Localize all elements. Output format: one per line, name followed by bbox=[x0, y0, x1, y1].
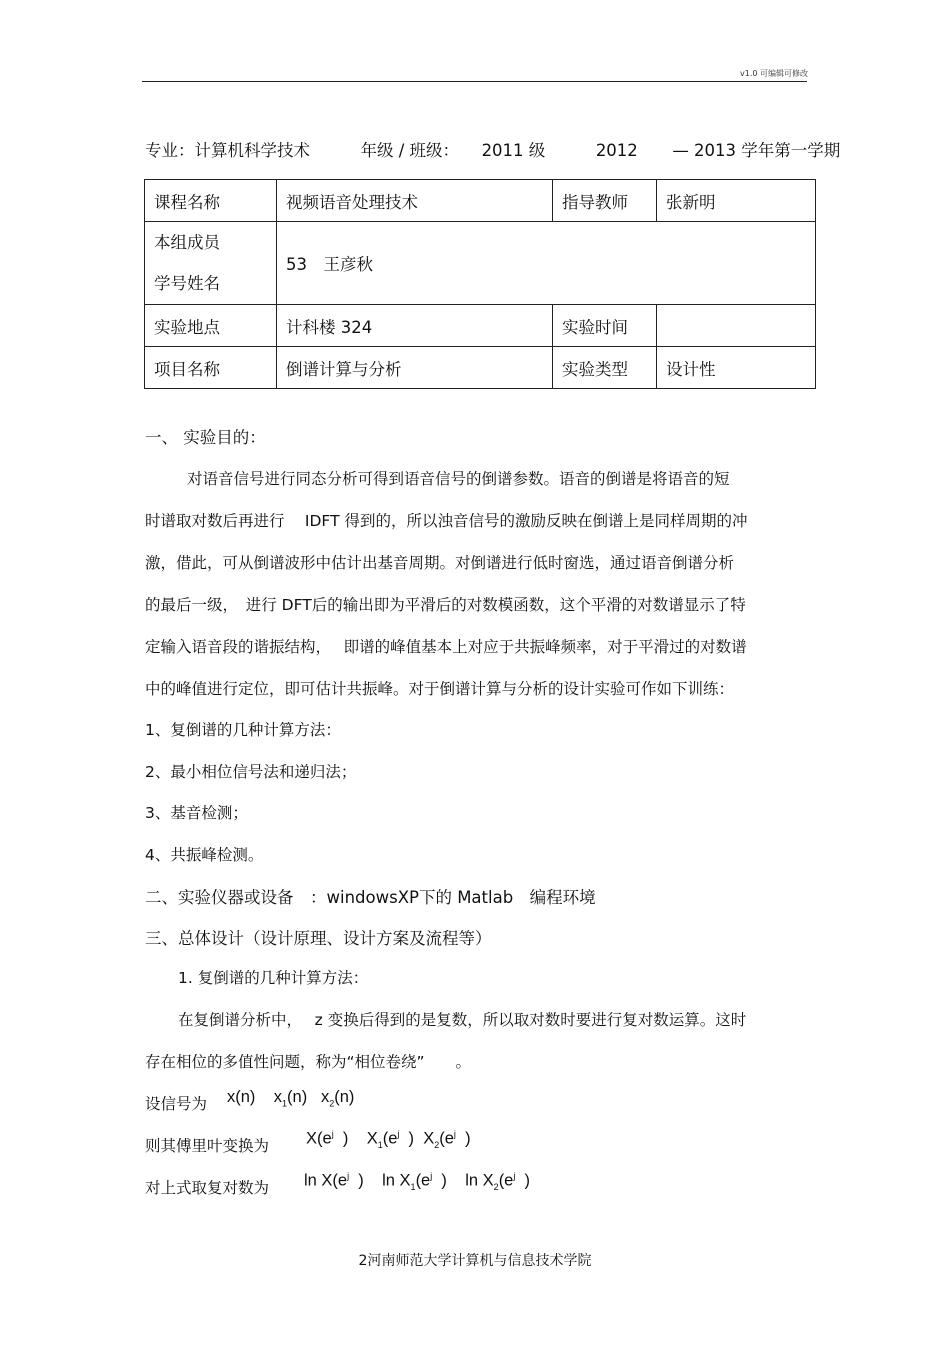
members-label bbox=[145, 222, 277, 305]
header-rule bbox=[142, 81, 807, 82]
header-version: v1.0 可编辑可修改 bbox=[740, 69, 808, 78]
section-3-title: 三、总体设计（设计原理、设计方案及流程等） bbox=[145, 929, 492, 948]
teacher-value: 张新明 bbox=[657, 180, 816, 222]
formula-3-label: 对上式取复对数为 bbox=[145, 1179, 270, 1197]
section-1-paragraph-line-3: 激，借此，可从倒谱波形中估计出基音周期。对倒谱进行低时窗选，通过语音倒谱分析 bbox=[145, 554, 735, 572]
page-footer: 2河南师范大学计算机与信息技术学院 bbox=[358, 1253, 592, 1269]
type-label: 实验类型 bbox=[553, 347, 657, 389]
section-3-subheading: 1. 复倒谱的几种计算方法： bbox=[178, 969, 369, 987]
experiment-info-table bbox=[144, 179, 816, 389]
section-2-title: 二、实验仪器或设备 ：windowsXP下的 Matlab 编程环境 bbox=[145, 888, 596, 907]
location-value: 计科楼 324 bbox=[277, 305, 553, 347]
major-text: 专业：计算机科学技术 bbox=[145, 141, 310, 160]
section-1-paragraph-line-6: 中的峰值进行定位，即可估计共振峰。对于倒谱计算与分析的设计实验可作如下训练： bbox=[145, 680, 735, 698]
list-item: 4、共振峰检测。 bbox=[145, 846, 264, 864]
teacher-label: 指导教师 bbox=[553, 180, 657, 222]
section-1-paragraph-line-2: 时谱取对数后再进行 IDFT 得到的，所以浊音信号的激励反映在倒谱上是同样周期的冲 bbox=[145, 512, 748, 530]
section-3-paragraph-line-2: 存在相位的多值性问题，称为“相位卷绕” 。 bbox=[145, 1053, 472, 1071]
members-value: 53 王彦秋 bbox=[277, 222, 816, 305]
section-1-title: 一、 实验目的： bbox=[145, 428, 266, 447]
formula-2: $X(e^j$ ) $X_1(e^j$ ) $X_2(e^j$ ) bbox=[306, 1129, 471, 1150]
grade-label: 年级 / 班级： bbox=[360, 141, 460, 160]
section-1-paragraph-line-4: 的最后一级， 进行 DFT后的输出即为平滑后的对数模函数，这个平滑的对数谱显示了特 bbox=[145, 596, 746, 614]
year-start: 2012 bbox=[595, 141, 638, 160]
section-3-paragraph-line-1: 在复倒谱分析中， z 变换后得到的是复数，所以取对数时要进行复对数运算。这时 bbox=[178, 1011, 747, 1029]
meta-line bbox=[145, 137, 840, 161]
members-label-line1: 本组成员 bbox=[154, 233, 220, 252]
type-value: 设计性 bbox=[657, 347, 816, 389]
time-label: 实验时间 bbox=[553, 305, 657, 347]
time-value bbox=[657, 305, 816, 347]
location-label: 实验地点 bbox=[145, 305, 277, 347]
formula-2-label: 则其傅里叶变换为 bbox=[145, 1137, 270, 1155]
section-1-paragraph-line-1: 对语音信号进行同态分析可得到语音信号的倒谱参数。语音的倒谱是将语音的短 bbox=[187, 470, 730, 488]
project-value: 倒谱计算与分析 bbox=[277, 347, 553, 389]
grade-value: 2011 级 bbox=[481, 141, 546, 160]
list-item: 3、基音检测； bbox=[145, 804, 248, 822]
formula-3: $\ln X(e^j$ ) $\ln X_1(e^j$ ) $\ln X_2(e^j$ ) bbox=[304, 1171, 531, 1192]
year-end: — 2013 学年第一学期 bbox=[672, 141, 841, 160]
formula-1: x(n) $x_1(n)$ $x_2(n)$ bbox=[227, 1088, 355, 1109]
list-item: 1、复倒谱的几种计算方法： bbox=[145, 721, 341, 739]
members-label-line2: 学号姓名 bbox=[154, 274, 220, 293]
list-item: 2、最小相位信号法和递归法； bbox=[145, 763, 357, 781]
course-value: 视频语音处理技术 bbox=[277, 180, 553, 222]
project-label: 项目名称 bbox=[145, 347, 277, 389]
course-label: 课程名称 bbox=[145, 180, 277, 222]
section-1-paragraph-line-5: 定输入语音段的谐振结构， 即谱的峰值基本上对应于共振峰频率，对于平滑过的对数谱 bbox=[145, 638, 747, 656]
formula-1-label: 设信号为 bbox=[145, 1095, 208, 1113]
